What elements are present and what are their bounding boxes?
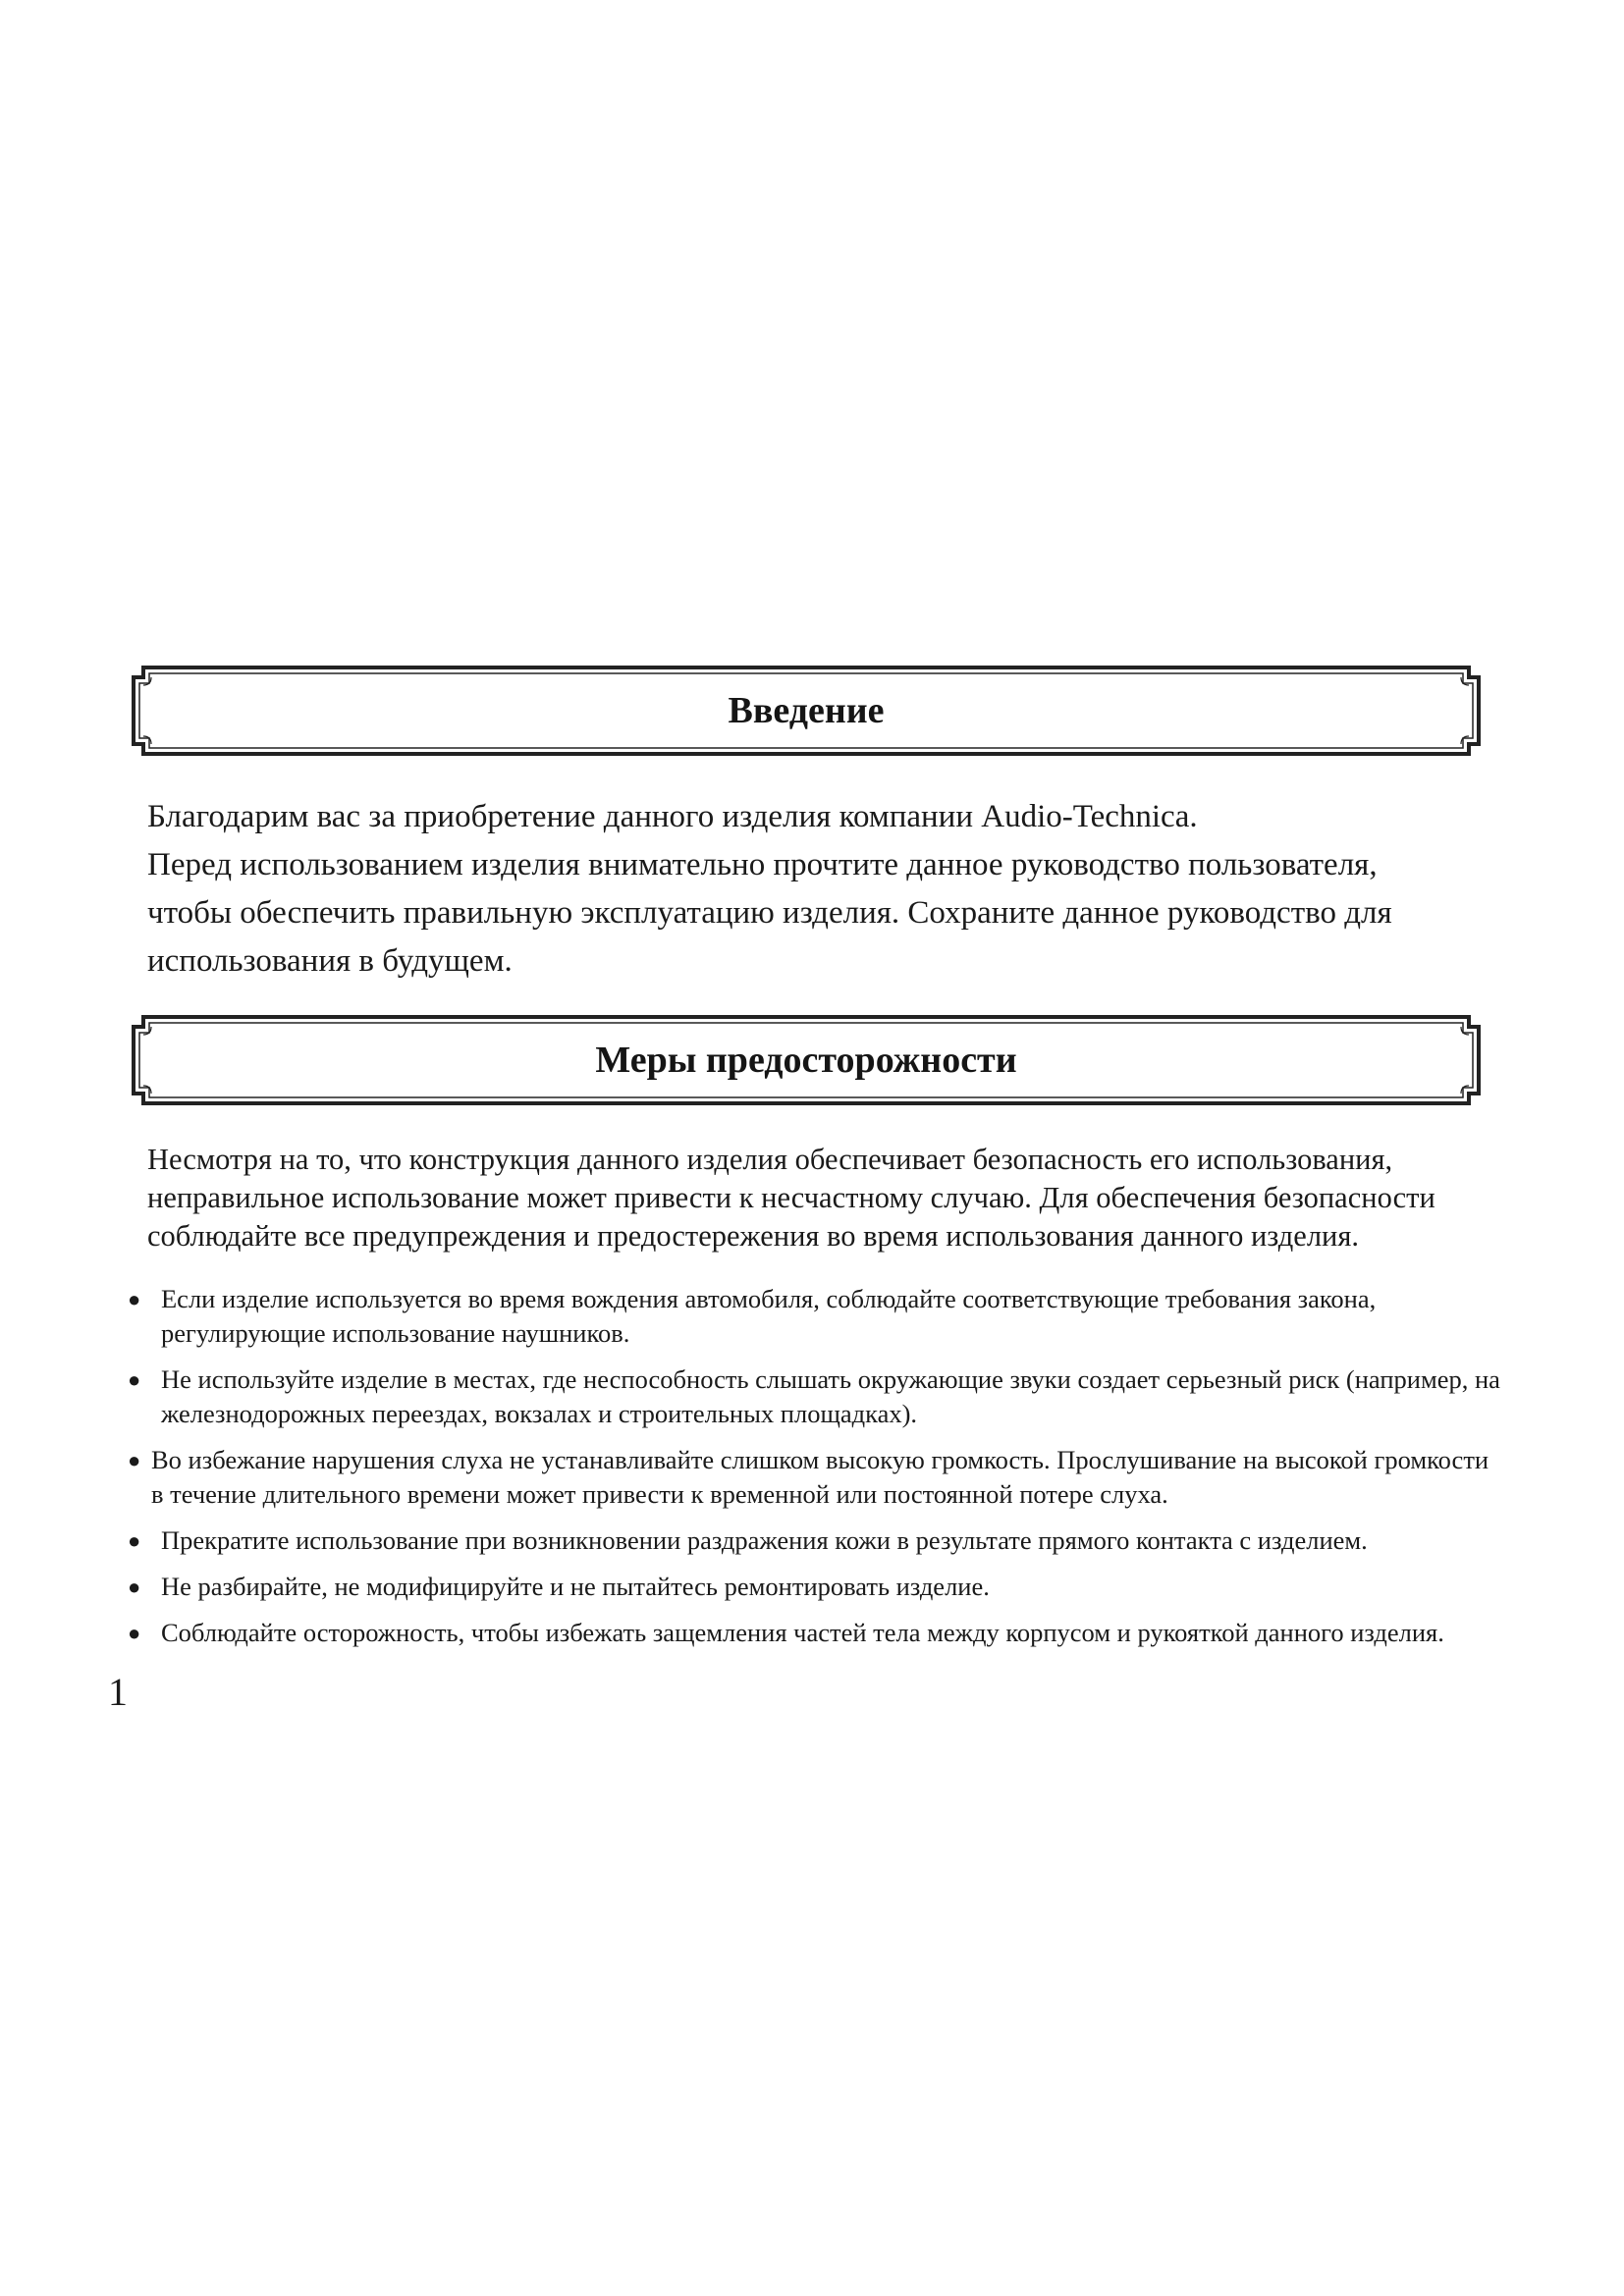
intro-line: Перед использованием изделия внимательно прочтите данное руководство пользователя, [147,847,1378,882]
bullet-text: Если изделие используется во время вождения автомобиля, соблюдайте соответствующие требования закона, регулирующие использование наушников. [161,1284,1377,1348]
safety-heading-frame [130,1013,1483,1107]
intro-line: Благодарим вас за приобретение данного изделия компании Audio-Technica. [147,799,1198,834]
bullet-dot-icon: ● [128,1367,141,1392]
safety-bullet-item [128,1570,1502,1604]
bullet-text: Соблюдайте осторожность, чтобы избежать защемления частей тела между корпусом и рукояткой данного изделия. [161,1618,1444,1647]
bullet-text: Не используйте изделие в местах, где неспособность слышать окружающие звуки создает серьезный риск (например, на железнодорожных переездах, вокзалах и строительных площадках). [161,1364,1500,1428]
bullet-dot-icon: ● [128,1287,141,1311]
safety-intro-line: соблюдайте все предупреждения и предостережения во время использования данного изделия. [147,1219,1360,1253]
intro-line: чтобы обеспечить правильную эксплуатацию изделия. Сохраните данное руководство для [147,895,1392,931]
safety-bullet-item [128,1362,1502,1431]
page-number: 1 [108,1670,128,1714]
safety-bullet-item [128,1523,1502,1558]
safety-bullet-list [128,1282,1502,1662]
intro-heading-title: Введение [728,690,885,731]
safety-bullet-item [128,1282,1502,1351]
safety-intro-text [147,1141,1502,1255]
safety-intro-line: Несмотря на то, что конструкция данного изделия обеспечивает безопасность его использования, [147,1143,1393,1176]
safety-bullet-item [128,1443,1502,1512]
safety-bullet-item [128,1616,1502,1650]
safety-heading-title: Меры предосторожности [595,1040,1017,1081]
intro-text [147,793,1483,986]
bullet-dot-icon: ● [128,1528,141,1553]
bullet-text: Прекратите использование при возникновении раздражения кожи в результате прямого контакта с изделием. [161,1525,1368,1555]
bullet-dot-icon: ● [128,1448,141,1472]
intro-heading-frame [130,664,1483,758]
safety-intro-line: неправильное использование может привести к несчастному случаю. Для обеспечения безопасности [147,1181,1435,1214]
intro-line: использования в будущем. [147,943,513,979]
bullet-dot-icon: ● [128,1575,141,1599]
bullet-text: Во избежание нарушения слуха не устанавливайте слишком высокую громкость. Прослушивание на высокой громкости в течение длительного времени может привести к временной или постоянной потере слуха. [151,1445,1489,1509]
bullet-dot-icon: ● [128,1621,141,1645]
bullet-text: Не разбирайте, не модифицируйте и не пытайтесь ремонтировать изделие. [161,1572,990,1601]
